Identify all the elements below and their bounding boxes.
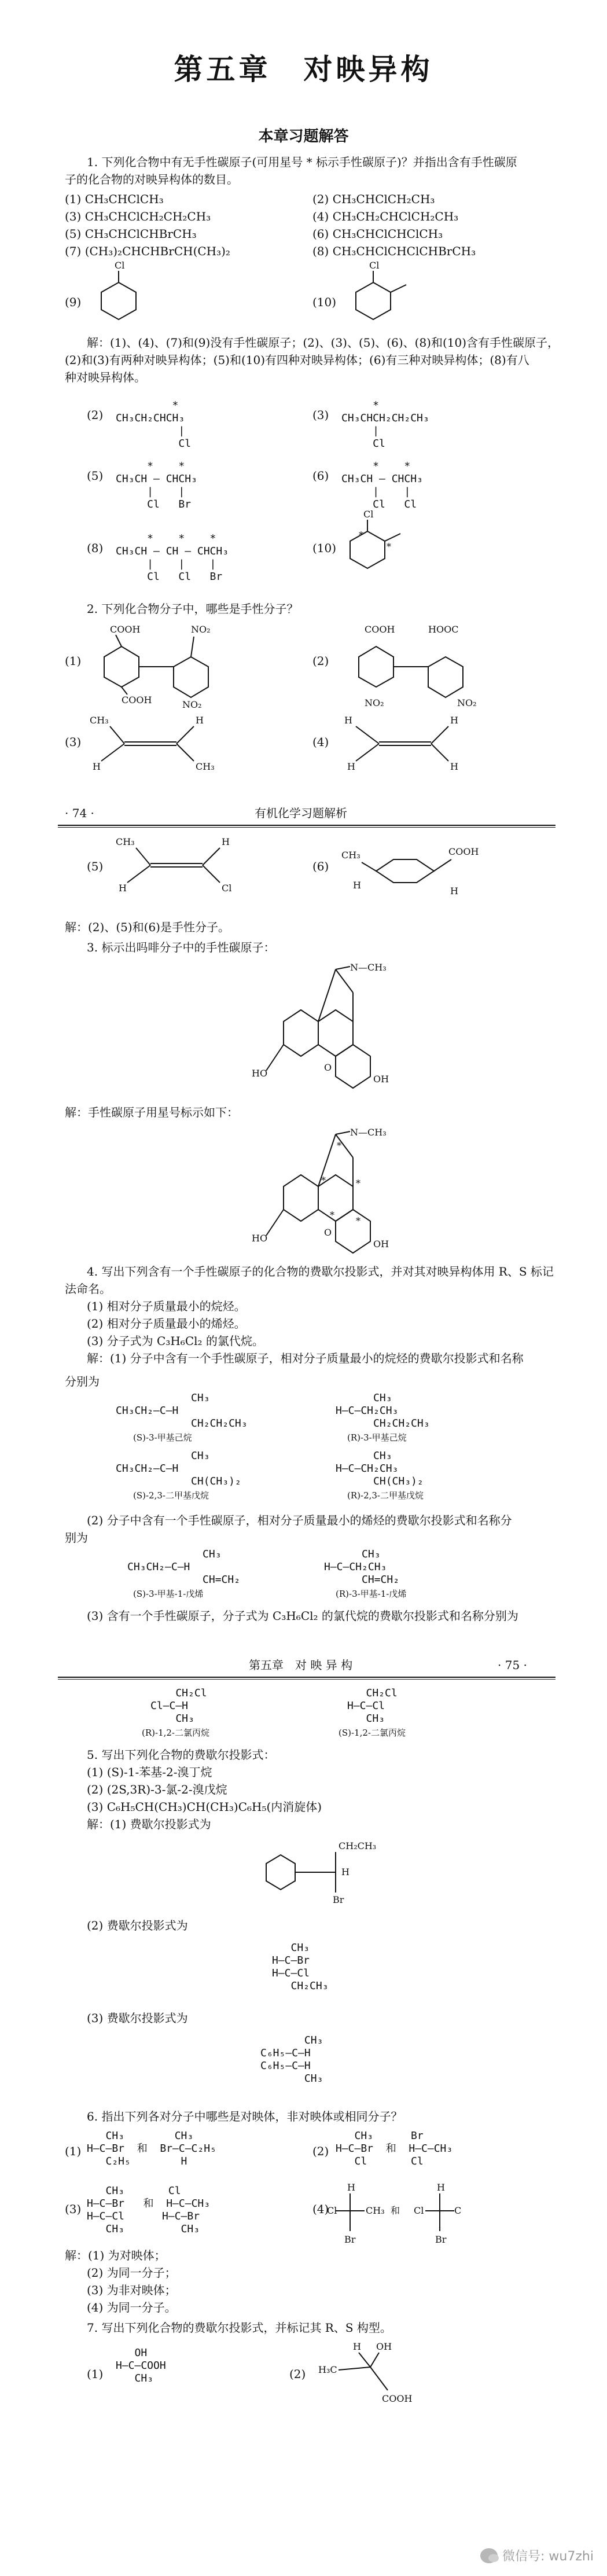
question-4-line-2: 法命名。 [65,1282,111,1296]
header-rule [58,825,556,826]
running-head-title: 有机化学习题解析 [255,806,347,820]
svg-text:C: C [454,2205,462,2216]
name-r-3-methylhexane: (R)-3-甲基己烷 [347,1432,407,1443]
morphine-structure-starred [249,1123,399,1256]
q1-answer-line-1: 解：(1)、(4)、(7)和(9)没有手性碳原子；(2)、(3)、(5)、(6)、(8)和(10)含有手性碳原子， [87,336,560,350]
q1-item-5: (5) CH₃CHClCHBrCH₃ [65,227,197,241]
svg-text:COOH: COOH [122,694,152,705]
svg-text:O: O [324,1227,332,1238]
question-2: 2. 下列化合物分子中，哪些是手性分子？ [87,602,299,616]
q2-allene-structure-5 [113,833,263,897]
q4-answer-3: (3) 含有一个手性碳原子，分子式为 C₃H₆Cl₂ 的氯代烷的费歇尔投影式和名称分别为 [87,1609,518,1623]
fischer-r-23-dimethylpentane: CH₃ H—C—CH₂CH₃ CH(CH₃)₂ [336,1450,424,1487]
q7-label-1: (1) [87,2367,104,2381]
fischer-s-1-phenyl-2-bromobutane [249,1835,399,1904]
q1-item-4: (4) CH₃CH₂CHClCH₂CH₃ [312,210,459,223]
q6-answer-3: (3) 为非对映体； [87,2283,176,2297]
q2-biphenyl-structure-1 [87,622,272,709]
q1-structure-2: * CH₃CH₂CHCH₃ | Cl [116,399,192,450]
q5-answer-1: 解：(1) 费歇尔投影式为 [87,1817,211,1831]
chloro-methylcyclohexane-structure [347,260,428,324]
q4-item-1: (1) 相对分子质量最小的烷烃。 [87,1299,246,1313]
svg-text:*: * [337,1140,341,1151]
header-rule-75-thin [58,1679,556,1680]
q4-item-3: (3) 分子式为 C₃H₆Cl₂ 的氯代烷。 [87,1334,264,1348]
svg-text:H: H [450,885,458,896]
svg-text:Cl: Cl [115,260,125,271]
q4-answer-2-line-1: (2) 分子中含有一个手性碳原子，相对分子质量最小的烯烃的费歇尔投影式和名称分 [87,1513,512,1527]
svg-text:H: H [450,715,458,726]
svg-text:H: H [347,2182,355,2193]
question-5: 5. 写出下列化合物的费歇尔投影式： [87,1748,275,1762]
q2-answer: 解：(2)、(5)和(6)是手性分子。 [65,920,230,934]
svg-text:CH₃: CH₃ [196,761,215,772]
q5-item-2: (2) (2S,3R)-3-氯-2-溴戊烷 [87,1783,227,1796]
q6-pair-2: CH₃ Br H—C—Br 和 H—C—CH₃ Cl Cl [336,2130,453,2167]
svg-text:Cl: Cl [369,260,380,271]
q2-label-6: (6) [312,859,329,873]
q4-answer-2-line-2: 别为 [65,1531,88,1545]
running-head-page-number: · 74 · [65,806,94,820]
svg-text:COOH: COOH [110,624,141,635]
q2-biphenyl-structure-2 [341,622,527,709]
q6-and-2: 和 [385,2143,396,2155]
q5-item-1: (1) (S)-1-苯基-2-溴丁烷 [87,1765,212,1779]
name-r-3-methyl-1-pentene: (R)-3-甲基-1-戊烯 [336,1589,407,1599]
name-s-3-methylhexane: (S)-3-甲基己烷 [133,1432,192,1443]
q1-structure-label-5: (5) [87,469,104,483]
name-s-12-dichloropropane: (S)-1,2-二氯丙烷 [339,1728,406,1738]
running-head-page-number-75: · 75 · [498,1658,527,1672]
question-1-line-2: 子的化合物的对映异构体的数目。 [65,172,238,186]
q4-answer-1-line-1: 解：(1) 分子中含有一个手性碳原子，相对分子质量最小的烷烃的费歇尔投影式和名称 [87,1351,524,1365]
svg-text:*: * [356,1178,360,1189]
svg-text:COOH: COOH [365,624,395,635]
svg-text:H: H [437,2182,445,2193]
q1-structure-6: * * CH₃CH — CHCH₃ | | Cl Cl [341,460,423,510]
question-3: 3. 标示出吗啡分子中的手性碳原子： [87,940,275,954]
svg-text:N—CH₃: N—CH₃ [350,962,387,973]
q1-structure-label-8: (8) [87,541,104,555]
fischer-r-3-methyl-1-pentene: CH₃ H—C—CH₂CH₃ CH=CH₂ [324,1548,400,1586]
q1-structure-label-6: (6) [312,469,329,483]
svg-text:CH₃: CH₃ [90,715,109,726]
svg-text:Cl: Cl [222,883,232,894]
svg-text:H: H [119,883,127,894]
fischer-2s3r-3-chloro-2-bromopentane: CH₃ H—C—Br H—C—Cl CH₂CH₃ [272,1942,329,1992]
textbook-page-74 [0,796,607,1375]
q7-label-2: (2) [289,2367,306,2381]
chlorocyclohexane-structure [93,260,162,324]
svg-text:HOOC: HOOC [428,624,459,635]
svg-text:*: * [387,541,391,552]
svg-text:*: * [321,1175,326,1186]
fischer-s-23-dimethylpentane: CH₃ CH₃CH₂—C—H CH(CH₃)₂ [116,1450,241,1487]
svg-text:CH₂CH₃: CH₂CH₃ [339,1840,377,1851]
q6-label-1: (1) [65,2144,82,2158]
q6-label-4: (4) [312,2202,329,2216]
wechat-icon [480,2548,498,2563]
watermark-text: 微信号: wu7zhi [502,2549,594,2564]
q1-structure-8: * * * CH₃CH — CH — CHCH₃ | | | Cl Cl Br [116,532,229,583]
svg-text:H: H [196,715,204,726]
fischer-meso-diphenylbutane: CH₃ C₆H₅—C—H C₆H₅—C—H CH₃ [260,2034,323,2085]
name-s-3-methyl-1-pentene: (S)-3-甲基-1-戊烯 [133,1589,204,1599]
q1-item-6: (6) CH₃CHClCHClCH₃ [312,227,443,241]
fischer-s-3-methyl-1-pentene: CH₃ CH₃CH₂—C—H CH=CH₂ [127,1548,241,1586]
q2-label-4: (4) [312,735,329,749]
svg-text:*: * [356,1215,360,1226]
q6-and-4: 和 [391,2205,400,2216]
section-title: 本章习题解答 [258,128,349,145]
question-7: 7. 写出下列化合物的费歇尔投影式，并标记其 R、S 构型。 [87,2321,392,2335]
q2-allene-structure-4 [341,712,492,776]
svg-text:CH₃: CH₃ [341,850,360,861]
textbook-page-75 [0,1513,607,2576]
q6-and-1: 和 [137,2143,148,2155]
svg-text:H: H [222,836,230,847]
svg-text:Cl: Cl [363,509,374,520]
question-1-line-1: 1. 下列化合物中有无手性碳原子(可用星号 * 标示手性碳原子)？并指出含有手性碳原 [87,155,517,169]
svg-text:OH: OH [373,1239,389,1250]
name-r-12-dichloropropane: (R)-1,2-二氯丙烷 [142,1728,209,1738]
morphine-structure [249,958,399,1091]
textbook-page-74-continued [0,1375,607,1513]
q4-item-2: (2) 相对分子质量最小的烯烃。 [87,1317,246,1331]
question-6: 6. 指出下列各对分子中哪些是对映体，非对映体或相同分子？ [87,2110,403,2123]
svg-text:H: H [344,715,352,726]
svg-text:COOH: COOH [382,2393,413,2404]
q2-label-2: (2) [312,654,329,668]
q1-item-1: (1) CH₃CHClCH₃ [65,192,164,206]
q1-item-3: (3) CH₃CHClCH₂CH₂CH₃ [65,210,211,223]
q1-structure-5: * * CH₃CH — CHCH₃ | | Cl Br [116,460,197,510]
svg-text:OH: OH [376,2341,392,2352]
svg-text:NO₂: NO₂ [457,697,477,708]
svg-text:H: H [341,1866,350,1877]
q6-pair-3: CH₃ Cl H—C—Br 和 H—C—CH₃ H—C—Cl H—C—Br CH₃ CH₃ [87,2185,211,2235]
svg-text:Br: Br [344,2234,356,2245]
q1-item-9: (9) [65,295,82,309]
q5-answer-2: (2) 费歇尔投影式为 [87,1919,188,1932]
fischer-s-3-methylhexane: CH₃ CH₃CH₂—C—H CH₂CH₂CH₃ [116,1392,248,1430]
question-4-line-1: 4. 写出下列含有一个手性碳原子的化合物的费歇尔投影式，并对其对映异构体用 R、S 标记 [87,1265,554,1278]
q1-structure-label-2: (2) [87,408,104,422]
q2-label-1: (1) [65,654,82,668]
q1-item-2: (2) CH₃CHClCH₂CH₃ [312,192,435,206]
svg-text:*: * [330,1210,334,1221]
header-rule-75 [58,1677,556,1678]
svg-text:COOH: COOH [448,846,479,857]
q7-structure-wedge [318,2338,434,2408]
q5-item-3: (3) C₆H₅CH(CH₃)CH(CH₃)C₆H₅(内消旋体) [87,1800,322,1814]
q6-answer-1: 解：(1) 为对映体； [65,2248,166,2262]
svg-text:H: H [353,880,361,891]
textbook-page-73 [0,0,607,796]
q1-structure-10 [341,509,422,579]
svg-text:Br: Br [333,1894,344,1905]
fischer-r-3-methylhexane: CH₃ H—C—CH₂CH₃ CH₂CH₂CH₃ [336,1392,430,1430]
svg-text:Cl: Cl [327,2205,337,2216]
svg-text:NO₂: NO₂ [191,624,211,635]
q1-structure-label-3: (3) [312,408,329,422]
q3-answer: 解：手性碳原子用星号标示如下： [65,1105,238,1119]
svg-text:H₃C: H₃C [318,2364,337,2375]
q1-item-10: (10) [312,295,337,309]
q1-item-8: (8) CH₃CHClCHClCHBrCH₃ [312,244,476,258]
svg-text:NO₂: NO₂ [365,697,384,708]
svg-text:*: * [359,530,363,541]
q6-and-3: 和 [143,2197,154,2210]
svg-text:H: H [347,761,355,772]
q6-label-3: (3) [65,2202,82,2216]
fischer-r-12-dichloropropane: CH₂Cl Cl—C—H CH₃ [150,1687,207,1725]
q2-label-3: (3) [65,735,82,749]
fischer-s-12-dichloropropane: CH₂Cl H—C—Cl CH₃ [347,1687,398,1725]
q2-cyclohexane-structure-6 [341,831,492,906]
q1-answer-line-3: 种对映异构体。 [65,370,146,384]
q2-label-5: (5) [87,859,104,873]
name-s-23-dimethylpentane: (S)-2,3-二甲基戊烷 [133,1490,209,1501]
chapter-title: 第五章 对映异构 [174,52,433,86]
svg-text:Cl: Cl [414,2205,424,2216]
svg-text:O: O [324,1062,332,1073]
q6-pair-4-structures [327,2179,486,2248]
svg-text:OH: OH [373,1074,389,1085]
svg-text:N—CH₃: N—CH₃ [350,1127,387,1138]
svg-text:Br: Br [435,2234,447,2245]
q6-label-2: (2) [312,2144,329,2158]
q1-structure-3: * CH₃CHCH₂CH₂CH₃ | Cl [341,399,429,450]
svg-text:HO: HO [252,1233,268,1244]
q4-answer-1-line-2: 分别为 [65,1375,100,1388]
svg-text:H: H [353,2341,361,2352]
svg-text:H: H [93,761,101,772]
svg-text:NO₂: NO₂ [182,699,202,710]
wechat-watermark [480,2546,594,2564]
name-r-23-dimethylpentane: (R)-2,3-二甲基戊烷 [347,1490,424,1501]
q5-answer-3: (3) 费歇尔投影式为 [87,2011,188,2025]
svg-text:HO: HO [252,1068,268,1079]
q6-answer-4: (4) 为同一分子。 [87,2301,176,2314]
svg-text:H: H [450,761,458,772]
running-head-chapter: 第五章 对 映 异 构 [249,1658,353,1672]
q7-structure-lactic-acid: OH H—C—COOH CH₃ [116,2347,166,2384]
svg-text:CH₃: CH₃ [366,2205,385,2216]
header-rule-thin [58,827,556,828]
q1-structure-label-10: (10) [312,541,337,555]
q1-item-7: (7) (CH₃)₂CHCHBrCH(CH₃)₂ [65,244,230,258]
q6-answer-2: (2) 为同一分子； [87,2266,176,2280]
q2-allene-structure-3 [87,712,237,776]
q6-pair-1: CH₃ CH₃ H—C—Br 和 Br—C—C₂H₅ C₂H₅ H [87,2130,216,2167]
svg-text:CH₃: CH₃ [116,836,135,847]
q1-answer-line-2: (2)和(3)有两种对映异构体；(5)和(10)有四种对映异构体；(6)有三种对映异构体；(8)有八 [65,353,529,367]
